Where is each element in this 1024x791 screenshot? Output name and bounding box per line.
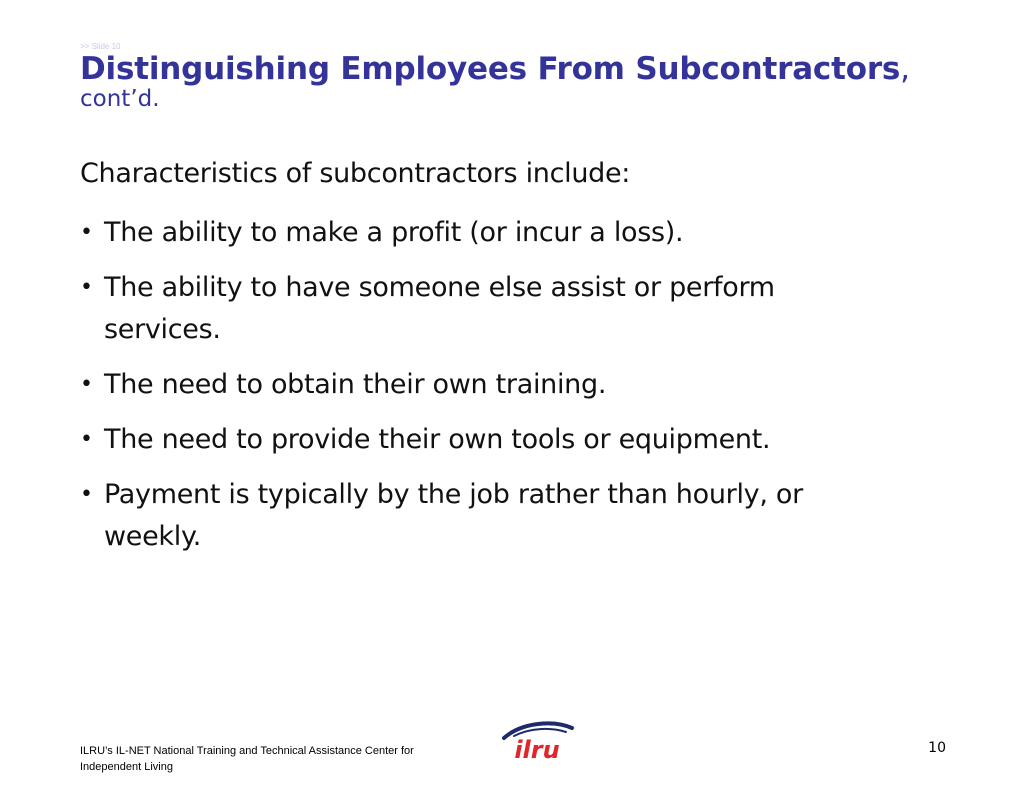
slide-marker: >> Slide 10	[80, 42, 121, 51]
bullet-text: Payment is typically by the job rather than hourly, or weekly.	[104, 479, 803, 552]
bullet-icon: •	[80, 372, 93, 397]
page-number: 10	[928, 740, 946, 756]
bullet-item	[80, 419, 880, 461]
bullet-icon: •	[80, 427, 93, 452]
bullet-list	[80, 212, 880, 571]
title-subtitle: cont’d.	[80, 85, 160, 112]
bullet-icon: •	[80, 275, 93, 300]
footer-org-line-1: ILRU’s IL-NET National Training and Technical Assistance Center for	[80, 745, 414, 757]
logo-text: ilru	[514, 736, 560, 762]
bullet-icon: •	[80, 482, 93, 507]
footer-organization	[80, 743, 460, 775]
bullet-item	[80, 267, 880, 351]
intro-text: Characteristics of subcontractors include:	[80, 158, 631, 189]
bullet-text: The ability to make a profit (or incur a loss).	[104, 217, 684, 248]
bullet-text: The need to obtain their own training.	[104, 369, 607, 400]
ilru-logo-graphic	[492, 718, 580, 762]
bullet-icon: •	[80, 220, 93, 245]
bullet-item	[80, 212, 880, 254]
title-comma: ,	[900, 51, 911, 87]
footer-org-line-2: Independent Living	[80, 761, 173, 773]
ilru-logo-icon	[492, 718, 580, 762]
title-main: Distinguishing Employees From Subcontractors	[80, 51, 901, 87]
bullet-text: The need to provide their own tools or equipment.	[104, 424, 771, 455]
bullet-item	[80, 364, 880, 406]
bullet-item	[80, 474, 880, 558]
bullet-text: The ability to have someone else assist or perform services.	[104, 272, 775, 345]
slide-title	[80, 52, 980, 112]
